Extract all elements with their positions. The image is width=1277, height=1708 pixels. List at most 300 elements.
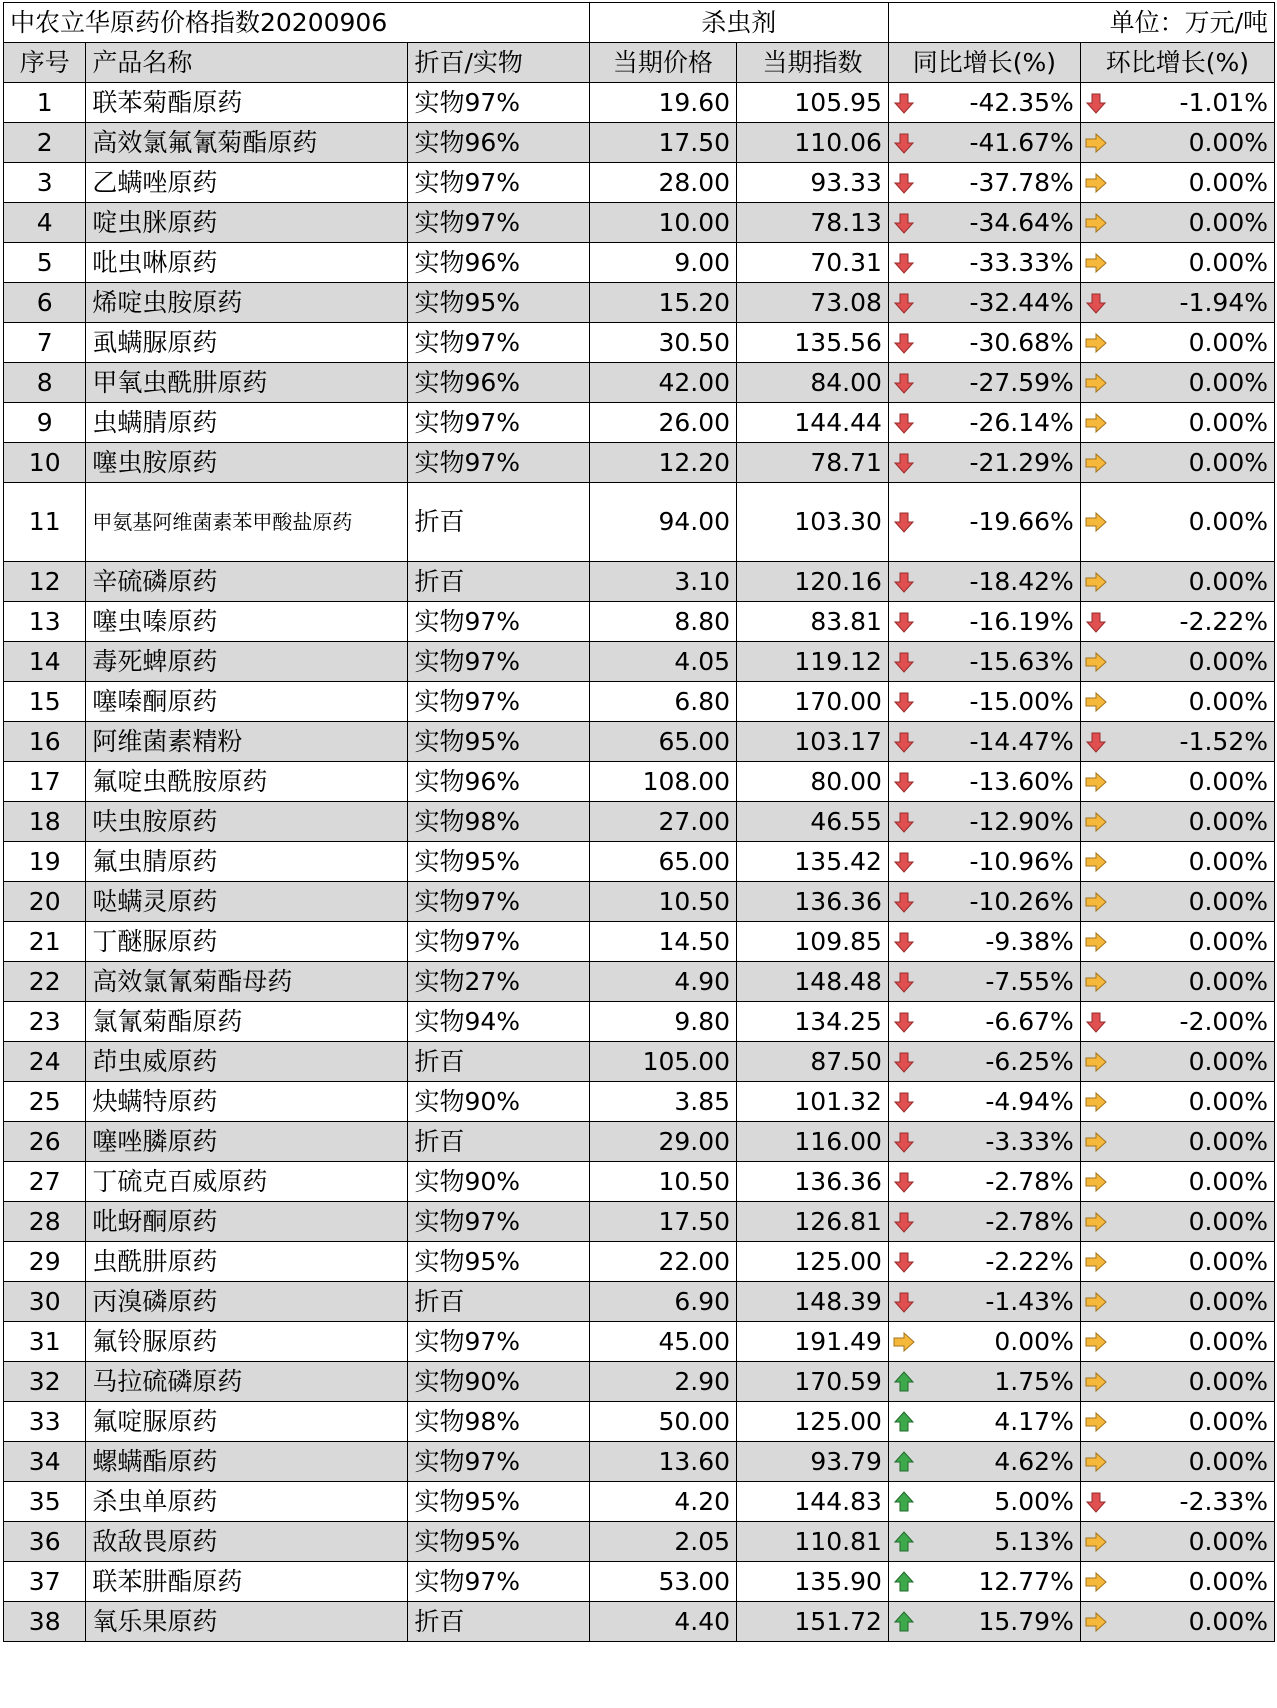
down-arrow-icon — [892, 930, 916, 954]
spec: 实物98% — [408, 802, 589, 842]
down-arrow-icon — [892, 371, 916, 395]
down-arrow-icon — [892, 211, 916, 235]
current-price: 19.60 — [589, 83, 736, 123]
mom-cell — [1080, 323, 1274, 363]
mom-value: -1.52% — [1179, 726, 1268, 756]
yoy-cell — [888, 283, 1080, 323]
right-arrow-icon — [1084, 890, 1108, 914]
spec: 折百 — [408, 483, 589, 562]
right-arrow-icon — [1084, 1130, 1108, 1154]
mom-value: -2.33% — [1179, 1486, 1268, 1516]
row-no: 25 — [4, 1082, 86, 1122]
right-arrow-icon — [1084, 451, 1108, 475]
right-arrow-icon — [1084, 690, 1108, 714]
current-index: 105.95 — [737, 83, 889, 123]
row-no: 16 — [4, 722, 86, 762]
row-no: 9 — [4, 403, 86, 443]
yoy-cell — [888, 842, 1080, 882]
table-row — [4, 602, 1275, 642]
current-index: 84.00 — [737, 363, 889, 403]
yoy-value: -10.26% — [969, 886, 1074, 916]
mom-value: 0.00% — [1188, 207, 1268, 237]
header-index: 当期指数 — [737, 43, 889, 83]
row-no: 24 — [4, 1042, 86, 1082]
price-index-table — [3, 2, 1275, 1642]
current-index: 126.81 — [737, 1202, 889, 1242]
yoy-value: -34.64% — [969, 207, 1074, 237]
table-row — [4, 722, 1275, 762]
mom-cell — [1080, 123, 1274, 163]
spec: 实物97% — [408, 922, 589, 962]
yoy-value: 15.79% — [978, 1606, 1074, 1636]
current-price: 42.00 — [589, 363, 736, 403]
yoy-cell — [888, 562, 1080, 602]
down-arrow-icon — [892, 1250, 916, 1274]
current-index: 110.06 — [737, 123, 889, 163]
current-price: 6.80 — [589, 682, 736, 722]
spec: 实物96% — [408, 762, 589, 802]
yoy-cell — [888, 1042, 1080, 1082]
yoy-cell — [888, 642, 1080, 682]
spec: 实物97% — [408, 1562, 589, 1602]
header-row — [4, 43, 1275, 83]
current-price: 30.50 — [589, 323, 736, 363]
right-arrow-icon — [1084, 510, 1108, 534]
table-row — [4, 1562, 1275, 1602]
yoy-value: -15.63% — [969, 646, 1074, 676]
table-row — [4, 403, 1275, 443]
row-no: 29 — [4, 1242, 86, 1282]
table-row — [4, 483, 1275, 562]
current-index: 144.83 — [737, 1482, 889, 1522]
current-price: 27.00 — [589, 802, 736, 842]
product-name: 螺螨酯原药 — [86, 1442, 408, 1482]
yoy-cell — [888, 483, 1080, 562]
yoy-cell — [888, 962, 1080, 1002]
table-row — [4, 363, 1275, 403]
yoy-cell — [888, 1442, 1080, 1482]
yoy-cell — [888, 83, 1080, 123]
mom-value: 0.00% — [1188, 766, 1268, 796]
row-no: 2 — [4, 123, 86, 163]
product-name: 虫螨腈原药 — [86, 403, 408, 443]
spec: 实物98% — [408, 1402, 589, 1442]
product-name: 高效氯氟氰菊酯原药 — [86, 123, 408, 163]
current-price: 10.50 — [589, 882, 736, 922]
row-no: 18 — [4, 802, 86, 842]
yoy-cell — [888, 1202, 1080, 1242]
current-price: 94.00 — [589, 483, 736, 562]
mom-value: 0.00% — [1188, 686, 1268, 716]
mom-cell — [1080, 1362, 1274, 1402]
yoy-value: 4.62% — [994, 1446, 1074, 1476]
right-arrow-icon — [1084, 810, 1108, 834]
down-arrow-icon — [892, 690, 916, 714]
yoy-value: -10.96% — [969, 846, 1074, 876]
mom-value: 0.00% — [1188, 806, 1268, 836]
yoy-cell — [888, 363, 1080, 403]
yoy-value: -6.67% — [985, 1006, 1074, 1036]
spec: 实物90% — [408, 1162, 589, 1202]
mom-cell — [1080, 882, 1274, 922]
current-index: 125.00 — [737, 1242, 889, 1282]
down-arrow-icon — [892, 1090, 916, 1114]
product-name: 虫酰肼原药 — [86, 1242, 408, 1282]
yoy-value: -2.78% — [985, 1166, 1074, 1196]
yoy-value: -16.19% — [969, 606, 1074, 636]
mom-cell — [1080, 842, 1274, 882]
table-row — [4, 1482, 1275, 1522]
current-index: 110.81 — [737, 1522, 889, 1562]
current-price: 8.80 — [589, 602, 736, 642]
right-arrow-icon — [1084, 770, 1108, 794]
product-name: 噻虫胺原药 — [86, 443, 408, 483]
current-index: 136.36 — [737, 1162, 889, 1202]
yoy-cell — [888, 722, 1080, 762]
yoy-value: -7.55% — [985, 966, 1074, 996]
yoy-value: 5.13% — [994, 1526, 1074, 1556]
yoy-cell — [888, 323, 1080, 363]
spec: 实物97% — [408, 203, 589, 243]
yoy-value: -6.25% — [985, 1046, 1074, 1076]
down-arrow-icon — [892, 1050, 916, 1074]
current-index: 148.48 — [737, 962, 889, 1002]
mom-cell — [1080, 1322, 1274, 1362]
down-arrow-icon — [892, 331, 916, 355]
header-mom: 环比增长(%) — [1080, 43, 1274, 83]
product-name: 氟铃脲原药 — [86, 1322, 408, 1362]
product-name: 氟啶虫酰胺原药 — [86, 762, 408, 802]
product-name: 炔螨特原药 — [86, 1082, 408, 1122]
product-name: 茚虫威原药 — [86, 1042, 408, 1082]
product-name: 阿维菌素精粉 — [86, 722, 408, 762]
yoy-cell — [888, 802, 1080, 842]
down-arrow-icon — [892, 1130, 916, 1154]
row-no: 1 — [4, 83, 86, 123]
down-arrow-icon — [892, 510, 916, 534]
mom-cell — [1080, 1042, 1274, 1082]
down-arrow-icon — [892, 1210, 916, 1234]
table-row — [4, 1242, 1275, 1282]
current-price: 10.50 — [589, 1162, 736, 1202]
current-index: 135.90 — [737, 1562, 889, 1602]
product-name: 虱螨脲原药 — [86, 323, 408, 363]
yoy-value: -1.43% — [985, 1286, 1074, 1316]
spec: 折百 — [408, 1122, 589, 1162]
yoy-cell — [888, 882, 1080, 922]
current-index: 103.30 — [737, 483, 889, 562]
current-index: 78.13 — [737, 203, 889, 243]
current-price: 3.10 — [589, 562, 736, 602]
table-row — [4, 83, 1275, 123]
current-price: 4.90 — [589, 962, 736, 1002]
product-name: 甲氨基阿维菌素苯甲酸盐原药 — [86, 483, 408, 562]
product-name: 马拉硫磷原药 — [86, 1362, 408, 1402]
current-index: 144.44 — [737, 403, 889, 443]
table-row — [4, 1162, 1275, 1202]
mom-value: 0.00% — [1188, 167, 1268, 197]
current-price: 65.00 — [589, 722, 736, 762]
up-arrow-icon — [892, 1530, 916, 1554]
yoy-value: -19.66% — [969, 507, 1074, 537]
category-label: 杀虫剂 — [589, 3, 888, 43]
spec: 实物97% — [408, 682, 589, 722]
down-arrow-icon — [1084, 730, 1108, 754]
product-name: 丁硫克百威原药 — [86, 1162, 408, 1202]
spec: 实物95% — [408, 1522, 589, 1562]
current-index: 191.49 — [737, 1322, 889, 1362]
row-no: 13 — [4, 602, 86, 642]
yoy-value: -32.44% — [969, 287, 1074, 317]
current-price: 2.90 — [589, 1362, 736, 1402]
mom-value: 0.00% — [1188, 566, 1268, 596]
spec: 实物97% — [408, 1202, 589, 1242]
table-row — [4, 802, 1275, 842]
row-no: 27 — [4, 1162, 86, 1202]
yoy-cell — [888, 1002, 1080, 1042]
current-price: 6.90 — [589, 1282, 736, 1322]
down-arrow-icon — [892, 291, 916, 315]
mom-value: 0.00% — [1188, 1526, 1268, 1556]
yoy-cell — [888, 1482, 1080, 1522]
mom-cell — [1080, 1482, 1274, 1522]
table-row — [4, 1402, 1275, 1442]
header-yoy: 同比增长(%) — [888, 43, 1080, 83]
yoy-value: 1.75% — [994, 1366, 1074, 1396]
current-price: 15.20 — [589, 283, 736, 323]
mom-value: 0.00% — [1188, 367, 1268, 397]
current-price: 12.20 — [589, 443, 736, 483]
yoy-cell — [888, 163, 1080, 203]
yoy-cell — [888, 1162, 1080, 1202]
mom-value: 0.00% — [1188, 1326, 1268, 1356]
right-arrow-icon — [1084, 1050, 1108, 1074]
down-arrow-icon — [892, 1010, 916, 1034]
product-name: 辛硫磷原药 — [86, 562, 408, 602]
mom-value: 0.00% — [1188, 1086, 1268, 1116]
yoy-value: -21.29% — [969, 447, 1074, 477]
down-arrow-icon — [892, 970, 916, 994]
spec: 实物97% — [408, 642, 589, 682]
mom-cell — [1080, 1122, 1274, 1162]
yoy-value: 4.17% — [994, 1406, 1074, 1436]
right-arrow-icon — [1084, 1210, 1108, 1234]
mom-value: 0.00% — [1188, 1566, 1268, 1596]
current-index: 73.08 — [737, 283, 889, 323]
row-no: 5 — [4, 243, 86, 283]
down-arrow-icon — [1084, 1490, 1108, 1514]
product-name: 吡蚜酮原药 — [86, 1202, 408, 1242]
right-arrow-icon — [1084, 850, 1108, 874]
row-no: 3 — [4, 163, 86, 203]
row-no: 14 — [4, 642, 86, 682]
current-price: 45.00 — [589, 1322, 736, 1362]
current-index: 136.36 — [737, 882, 889, 922]
mom-value: 0.00% — [1188, 327, 1268, 357]
product-name: 氯氰菊酯原药 — [86, 1002, 408, 1042]
table-row — [4, 163, 1275, 203]
current-price: 10.00 — [589, 203, 736, 243]
product-name: 烯啶虫胺原药 — [86, 283, 408, 323]
product-name: 甲氧虫酰肼原药 — [86, 363, 408, 403]
spec: 实物97% — [408, 882, 589, 922]
yoy-value: -42.35% — [969, 87, 1074, 117]
mom-cell — [1080, 1402, 1274, 1442]
right-arrow-icon — [1084, 1370, 1108, 1394]
product-name: 联苯菊酯原药 — [86, 83, 408, 123]
up-arrow-icon — [892, 1570, 916, 1594]
table-row — [4, 1202, 1275, 1242]
row-no: 33 — [4, 1402, 86, 1442]
row-no: 37 — [4, 1562, 86, 1602]
product-name: 高效氯氰菊酯母药 — [86, 962, 408, 1002]
yoy-cell — [888, 1122, 1080, 1162]
mom-value: 0.00% — [1188, 1286, 1268, 1316]
table-row — [4, 1122, 1275, 1162]
right-arrow-icon — [1084, 371, 1108, 395]
row-no: 8 — [4, 363, 86, 403]
current-price: 14.50 — [589, 922, 736, 962]
mom-cell — [1080, 1202, 1274, 1242]
product-name: 噻虫嗪原药 — [86, 602, 408, 642]
yoy-cell — [888, 443, 1080, 483]
up-arrow-icon — [892, 1370, 916, 1394]
current-price: 105.00 — [589, 1042, 736, 1082]
mom-value: 0.00% — [1188, 447, 1268, 477]
row-no: 23 — [4, 1002, 86, 1042]
spec: 实物97% — [408, 1442, 589, 1482]
mom-cell — [1080, 1602, 1274, 1642]
mom-cell — [1080, 562, 1274, 602]
spec: 实物95% — [408, 1242, 589, 1282]
yoy-value: -14.47% — [969, 726, 1074, 756]
mom-cell — [1080, 163, 1274, 203]
unit-label: 单位：万元/吨 — [888, 3, 1274, 43]
mom-cell — [1080, 682, 1274, 722]
yoy-value: -12.90% — [969, 806, 1074, 836]
current-index: 80.00 — [737, 762, 889, 802]
down-arrow-icon — [892, 171, 916, 195]
yoy-value: -27.59% — [969, 367, 1074, 397]
yoy-value: -2.22% — [985, 1246, 1074, 1276]
mom-cell — [1080, 283, 1274, 323]
up-arrow-icon — [892, 1610, 916, 1634]
spec: 实物97% — [408, 323, 589, 363]
yoy-cell — [888, 203, 1080, 243]
mom-cell — [1080, 922, 1274, 962]
spec: 实物95% — [408, 283, 589, 323]
yoy-value: 0.00% — [994, 1326, 1074, 1356]
mom-value: 0.00% — [1188, 1246, 1268, 1276]
current-price: 17.50 — [589, 123, 736, 163]
spec: 实物96% — [408, 123, 589, 163]
right-arrow-icon — [1084, 411, 1108, 435]
down-arrow-icon — [1084, 91, 1108, 115]
mom-cell — [1080, 1162, 1274, 1202]
up-arrow-icon — [892, 1450, 916, 1474]
current-index: 170.59 — [737, 1362, 889, 1402]
row-no: 17 — [4, 762, 86, 802]
down-arrow-icon — [1084, 610, 1108, 634]
spec: 实物90% — [408, 1082, 589, 1122]
yoy-cell — [888, 682, 1080, 722]
yoy-value: -30.68% — [969, 327, 1074, 357]
down-arrow-icon — [892, 251, 916, 275]
spec: 实物97% — [408, 443, 589, 483]
right-arrow-icon — [1084, 1090, 1108, 1114]
current-price: 9.80 — [589, 1002, 736, 1042]
table-row — [4, 1522, 1275, 1562]
mom-value: 0.00% — [1188, 846, 1268, 876]
table-row — [4, 1042, 1275, 1082]
right-arrow-icon — [1084, 1170, 1108, 1194]
mom-cell — [1080, 802, 1274, 842]
header-name: 产品名称 — [86, 43, 408, 83]
spec: 折百 — [408, 1042, 589, 1082]
mom-value: 0.00% — [1188, 1166, 1268, 1196]
header-no: 序号 — [4, 43, 86, 83]
product-name: 杀虫单原药 — [86, 1482, 408, 1522]
down-arrow-icon — [1084, 291, 1108, 315]
row-no: 11 — [4, 483, 86, 562]
down-arrow-icon — [892, 810, 916, 834]
down-arrow-icon — [892, 770, 916, 794]
mom-cell — [1080, 443, 1274, 483]
table-row — [4, 1322, 1275, 1362]
mom-value: 0.00% — [1188, 1046, 1268, 1076]
spec: 实物97% — [408, 602, 589, 642]
mom-cell — [1080, 363, 1274, 403]
current-index: 70.31 — [737, 243, 889, 283]
current-index: 134.25 — [737, 1002, 889, 1042]
down-arrow-icon — [892, 610, 916, 634]
yoy-value: -15.00% — [969, 686, 1074, 716]
mom-cell — [1080, 1002, 1274, 1042]
table-row — [4, 283, 1275, 323]
table-row — [4, 203, 1275, 243]
mom-cell — [1080, 1242, 1274, 1282]
spec: 实物96% — [408, 363, 589, 403]
yoy-cell — [888, 762, 1080, 802]
table-row — [4, 962, 1275, 1002]
current-price: 3.85 — [589, 1082, 736, 1122]
spec: 实物97% — [408, 163, 589, 203]
mom-value: 0.00% — [1188, 966, 1268, 996]
product-name: 氟啶脲原药 — [86, 1402, 408, 1442]
table-row — [4, 443, 1275, 483]
up-arrow-icon — [892, 1410, 916, 1434]
current-price: 26.00 — [589, 403, 736, 443]
header-spec: 折百/实物 — [408, 43, 589, 83]
spec: 实物97% — [408, 1322, 589, 1362]
yoy-value: -33.33% — [969, 247, 1074, 277]
current-price: 29.00 — [589, 1122, 736, 1162]
product-name: 啶虫脒原药 — [86, 203, 408, 243]
current-price: 2.05 — [589, 1522, 736, 1562]
product-name: 乙螨唑原药 — [86, 163, 408, 203]
yoy-value: -4.94% — [985, 1086, 1074, 1116]
table-row — [4, 762, 1275, 802]
table-row — [4, 123, 1275, 163]
mom-cell — [1080, 722, 1274, 762]
row-no: 20 — [4, 882, 86, 922]
mom-value: 0.00% — [1188, 1406, 1268, 1436]
mom-cell — [1080, 1442, 1274, 1482]
mom-value: -1.94% — [1179, 287, 1268, 317]
table-row — [4, 243, 1275, 283]
spec: 折百 — [408, 1282, 589, 1322]
row-no: 31 — [4, 1322, 86, 1362]
